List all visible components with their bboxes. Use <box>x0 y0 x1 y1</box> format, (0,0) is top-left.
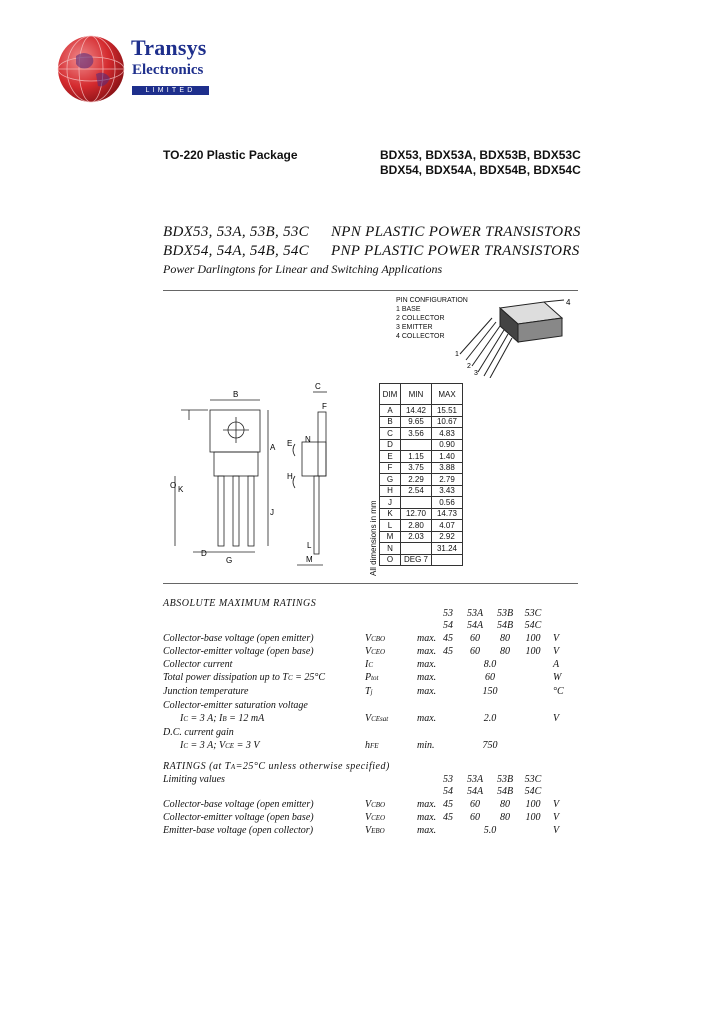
table-row <box>380 416 463 428</box>
rating-value: 150 <box>482 686 498 697</box>
column-header: 53A <box>466 774 484 785</box>
rating-qualifier: max. <box>417 659 437 670</box>
rating-unit: V <box>553 799 560 810</box>
column-header: 54B <box>496 786 514 797</box>
rating-qualifier: max. <box>417 686 437 697</box>
column-header: 54A <box>466 620 484 631</box>
table-cell: 3.43 <box>432 485 463 497</box>
table-cell: 31.24 <box>432 543 463 555</box>
rating-label: Collector-emitter voltage (open base) <box>163 646 314 657</box>
rating-symbol: Tj <box>365 686 373 697</box>
pin-config-item: 2 COLLECTOR <box>396 315 445 322</box>
rating-value: 60 <box>470 646 480 657</box>
rating-symbol: VCBO <box>365 799 386 810</box>
rating-value: 45 <box>443 633 453 644</box>
application-subtitle: Power Darlingtons for Linear and Switching Applications <box>163 262 443 276</box>
rating-symbol: VCEO <box>365 812 386 823</box>
column-header: 53B <box>496 608 514 619</box>
table-cell: 1.15 <box>401 451 432 463</box>
table-row <box>380 462 463 474</box>
rating-value: 8.0 <box>483 659 497 670</box>
rating-qualifier: max. <box>417 646 437 657</box>
rating-value: 45 <box>443 799 453 810</box>
dim-label: C <box>315 382 321 391</box>
rating-unit: V <box>553 825 560 836</box>
table-cell: D <box>380 439 401 451</box>
column-header: 54A <box>466 786 484 797</box>
dimension-note: All dimensions in mm <box>369 500 378 576</box>
table-row <box>380 508 463 520</box>
lead-pin-label: 2 <box>467 363 471 370</box>
rating-value: 100 <box>525 812 541 823</box>
table-cell: 2.92 <box>432 531 463 543</box>
globe-logo-icon <box>56 34 126 104</box>
lead-pin-label: 1 <box>455 351 459 358</box>
dim-label: K <box>178 485 184 494</box>
dim-label: M <box>306 555 313 564</box>
rating-value: 750 <box>482 740 498 751</box>
table-cell: 4.07 <box>432 520 463 532</box>
pin-config-item: 4 COLLECTOR <box>396 333 445 340</box>
rating-label: D.C. current gain <box>163 727 234 738</box>
column-header: DIM <box>380 384 401 405</box>
rating-label: Total power dissipation up to TC = 25°C <box>163 672 326 683</box>
table-cell: L <box>380 520 401 532</box>
column-header: 53 <box>443 774 453 785</box>
rating-qualifier: min. <box>417 740 435 751</box>
tab-pin-label: 4 <box>566 298 571 307</box>
column-header: 54C <box>524 620 542 631</box>
column-header: 54 <box>443 620 453 631</box>
table-cell: B <box>380 416 401 428</box>
dim-label: E <box>287 439 293 448</box>
pin-config-heading: PIN CONFIGURATION <box>396 297 468 304</box>
table-cell: 14.42 <box>401 405 432 417</box>
divider-bottom <box>163 583 578 584</box>
column-header: 53C <box>524 608 542 619</box>
rating-symbol: VEBO <box>365 825 385 836</box>
dim-label: J <box>270 508 274 517</box>
table-row <box>380 405 463 417</box>
lead-pin-label: 3 <box>474 370 478 377</box>
brand-name: Transys <box>131 35 207 60</box>
table-cell: 9.65 <box>401 416 432 428</box>
rating-value: 60 <box>485 672 495 683</box>
rating-symbol: IC <box>365 659 374 670</box>
table-cell <box>401 497 432 509</box>
table-cell: 10.67 <box>432 416 463 428</box>
table-cell: C <box>380 428 401 440</box>
part-numbers-pnp: BDX54, BDX54A, BDX54B, BDX54C <box>380 163 581 177</box>
table-header-row <box>380 384 463 405</box>
table-row <box>380 428 463 440</box>
column-header: 53C <box>524 774 542 785</box>
table-cell: 4.83 <box>432 428 463 440</box>
rating-value: 45 <box>443 812 453 823</box>
table-cell: 14.73 <box>432 508 463 520</box>
column-header: 54C <box>524 786 542 797</box>
rating-symbol: VCEsat <box>365 713 389 724</box>
column-header: MAX <box>432 384 463 405</box>
table-cell: 2.79 <box>432 474 463 486</box>
rating-symbol: VCBO <box>365 633 386 644</box>
table-cell <box>432 554 463 566</box>
table-row <box>380 439 463 451</box>
table-cell: O <box>380 554 401 566</box>
table-cell: 2.54 <box>401 485 432 497</box>
column-header: 53 <box>443 608 453 619</box>
table-cell: 1.40 <box>432 451 463 463</box>
table-cell: 3.56 <box>401 428 432 440</box>
rating-label: Collector-emitter voltage (open base) <box>163 812 314 823</box>
rating-unit: V <box>553 713 560 724</box>
rating-symbol: VCEO <box>365 646 386 657</box>
package-3d-drawing <box>452 296 582 378</box>
npn-part-list: BDX53, 53A, 53B, 53C <box>163 224 309 240</box>
table-row <box>380 474 463 486</box>
brand-subtitle: Electronics <box>132 62 204 78</box>
table-row <box>380 497 463 509</box>
rating-qualifier: max. <box>417 672 437 683</box>
table-row <box>380 520 463 532</box>
divider-top <box>163 290 578 291</box>
rating-unit: V <box>553 633 560 644</box>
rating-unit: °C <box>553 686 564 697</box>
rating-label: Collector-base voltage (open emitter) <box>163 799 314 810</box>
column-header: 54B <box>496 620 514 631</box>
table-cell: DEG 7 <box>401 554 432 566</box>
table-cell: 2.03 <box>401 531 432 543</box>
table-row <box>380 485 463 497</box>
ratings-heading: RATINGS (at TA=25°C unless otherwise specified) <box>163 761 390 772</box>
dim-label: G <box>226 556 233 565</box>
table-cell: M <box>380 531 401 543</box>
part-numbers-npn: BDX53, BDX53A, BDX53B, BDX53C <box>380 148 581 162</box>
pnp-description: PNP PLASTIC POWER TRANSISTORS <box>331 243 580 259</box>
table-cell: 12.70 <box>401 508 432 520</box>
rating-unit: V <box>553 812 560 823</box>
table-row <box>380 543 463 555</box>
rating-value: 60 <box>470 633 480 644</box>
limiting-values-label: Limiting values <box>163 774 225 785</box>
rating-unit: W <box>553 672 562 683</box>
dim-label: O <box>170 481 177 490</box>
table-cell <box>401 439 432 451</box>
table-row <box>380 554 463 566</box>
rating-value: 100 <box>525 646 541 657</box>
table-cell: 15.51 <box>432 405 463 417</box>
rating-unit: A <box>553 659 560 670</box>
table-cell: A <box>380 405 401 417</box>
abs-max-heading: ABSOLUTE MAXIMUM RATINGS <box>163 598 317 609</box>
package-label: TO-220 Plastic Package <box>163 148 298 162</box>
dim-label: F <box>322 402 327 411</box>
rating-condition: IC = 3 A; IB = 12 mA <box>180 713 265 724</box>
column-header: 53A <box>466 608 484 619</box>
table-cell: J <box>380 497 401 509</box>
rating-label: Junction temperature <box>163 686 249 697</box>
dim-label: L <box>307 541 312 550</box>
pin-config-item: 1 BASE <box>396 306 421 313</box>
table-cell: K <box>380 508 401 520</box>
rating-label: Collector-base voltage (open emitter) <box>163 633 314 644</box>
table-row <box>380 451 463 463</box>
table-cell: E <box>380 451 401 463</box>
rating-symbol: Ptot <box>365 672 379 683</box>
rating-label: Collector current <box>163 659 233 670</box>
rating-condition: IC = 3 A; VCE = 3 V <box>180 740 260 751</box>
table-cell: 2.29 <box>401 474 432 486</box>
column-header: 53B <box>496 774 514 785</box>
table-row <box>380 531 463 543</box>
brand-limited-bar: LIMITED <box>132 86 209 95</box>
rating-value: 2.0 <box>483 713 497 724</box>
table-cell: 0.90 <box>432 439 463 451</box>
dim-label: A <box>270 443 276 452</box>
rating-qualifier: max. <box>417 633 437 644</box>
pin-config-item: 3 EMITTER <box>396 324 433 331</box>
rating-value: 80 <box>500 799 510 810</box>
table-cell <box>401 543 432 555</box>
rating-symbol: hFE <box>365 740 379 751</box>
table-cell: 2.80 <box>401 520 432 532</box>
rating-value: 60 <box>470 799 480 810</box>
rating-label: Emitter-base voltage (open collector) <box>163 825 314 836</box>
dim-label: H <box>287 472 293 481</box>
rating-value: 100 <box>525 633 541 644</box>
package-outline-drawing <box>163 380 363 580</box>
table-cell: G <box>380 474 401 486</box>
rating-value: 80 <box>500 633 510 644</box>
table-cell: F <box>380 462 401 474</box>
column-header: MIN <box>401 384 432 405</box>
rating-qualifier: max. <box>417 825 437 836</box>
npn-description: NPN PLASTIC POWER TRANSISTORS <box>331 224 581 240</box>
table-cell: 0.56 <box>432 497 463 509</box>
rating-qualifier: max. <box>417 812 437 823</box>
dim-label: D <box>201 549 207 558</box>
table-cell: H <box>380 485 401 497</box>
rating-value: 60 <box>470 812 480 823</box>
rating-value: 80 <box>500 646 510 657</box>
rating-value: 45 <box>443 646 453 657</box>
dim-label: N <box>305 435 311 444</box>
rating-value: 100 <box>525 799 541 810</box>
dimension-table <box>379 383 463 566</box>
rating-qualifier: max. <box>417 713 437 724</box>
pnp-part-list: BDX54, 54A, 54B, 54C <box>163 243 309 259</box>
table-cell: 3.75 <box>401 462 432 474</box>
rating-value: 80 <box>500 812 510 823</box>
rating-label: Collector-emitter saturation voltage <box>163 700 308 711</box>
table-cell: N <box>380 543 401 555</box>
dim-label: B <box>233 390 239 399</box>
rating-value: 5.0 <box>483 825 497 836</box>
rating-qualifier: max. <box>417 799 437 810</box>
column-header: 54 <box>443 786 453 797</box>
rating-unit: V <box>553 646 560 657</box>
table-cell: 3.88 <box>432 462 463 474</box>
